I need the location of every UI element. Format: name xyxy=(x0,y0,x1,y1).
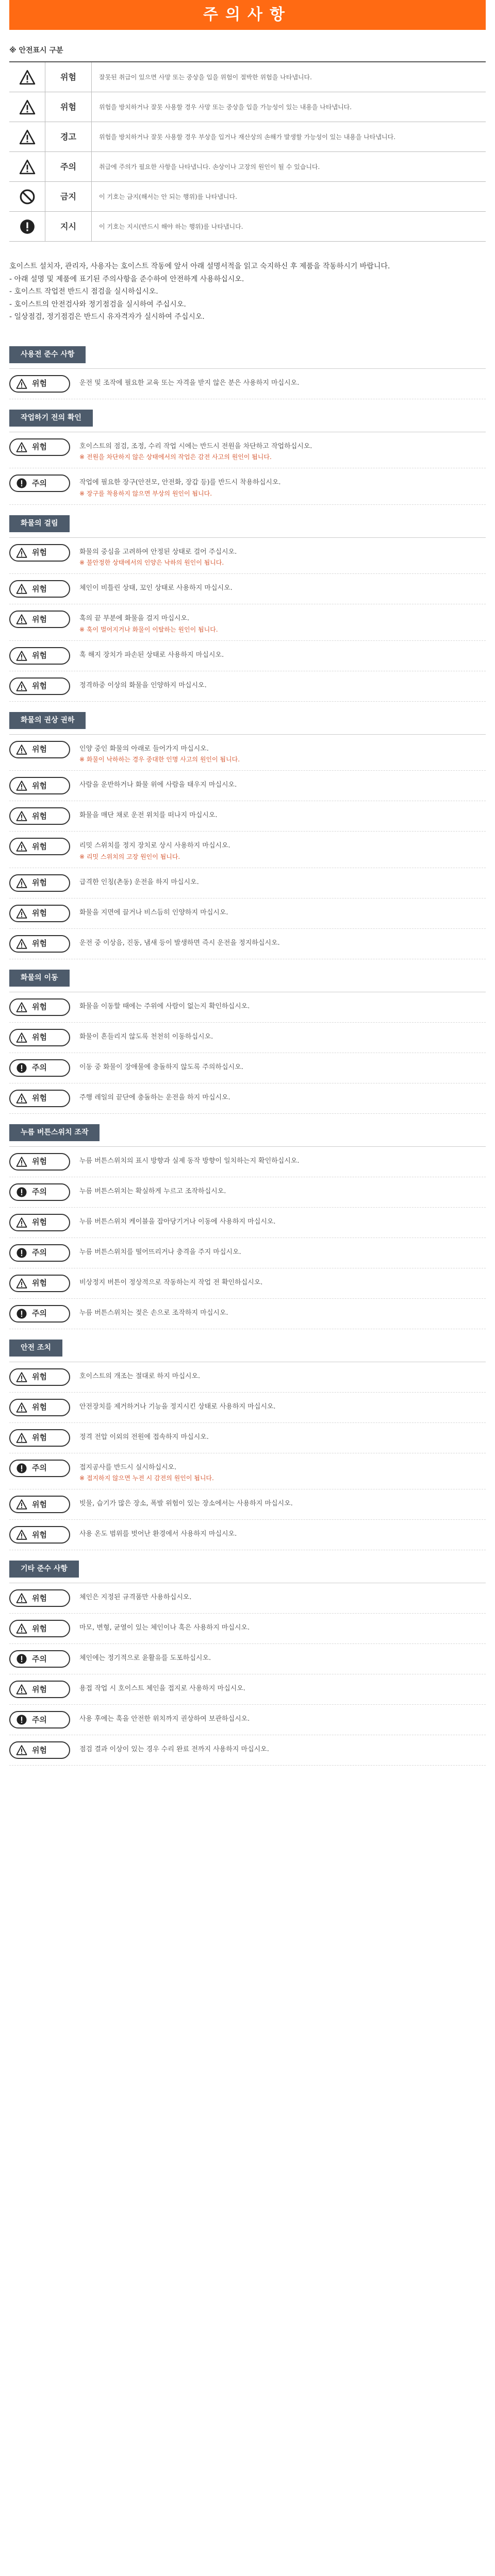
warning-triangle-icon xyxy=(15,1032,28,1043)
caution-sub: ※ 장구를 착용하지 않으면 부상의 원인이 됩니다. xyxy=(79,489,212,497)
caution-main: 안전장치를 제거하거나 기능을 정지시킨 상태로 사용하지 마십시오. xyxy=(79,1402,276,1411)
badge-label: 주의 xyxy=(32,1309,47,1318)
caution-text xyxy=(79,1399,486,1412)
caution-item xyxy=(9,735,486,771)
badge-label: 위험 xyxy=(32,1002,47,1012)
caution-text xyxy=(79,1526,486,1539)
caution-badge xyxy=(9,1620,70,1637)
warning-triangle-icon xyxy=(15,583,28,595)
caution-badge xyxy=(9,1399,70,1416)
caution-badge xyxy=(9,1496,70,1513)
caution-item xyxy=(9,801,486,832)
caution-badge xyxy=(9,438,70,456)
section-heading: 기타 준수 사항 xyxy=(9,1561,79,1578)
caution-text xyxy=(79,1214,486,1227)
caution-main: 작업에 필요한 장구(안전모, 안전화, 장갑 등)를 반드시 착용하십시오. xyxy=(79,479,281,486)
section-heading: 작업하기 전의 확인 xyxy=(9,410,93,427)
badge-label: 주의 xyxy=(32,1063,47,1073)
caution-item xyxy=(9,771,486,801)
caution-main: 이동 중 화물이 장애물에 충돌하지 않도록 주의하십시오. xyxy=(79,1063,243,1071)
caution-text xyxy=(79,777,486,790)
warning-triangle-icon xyxy=(15,650,28,662)
caution-sub: ※ 화물이 낙하하는 경우 중대한 인명 사고의 원인이 됩니다. xyxy=(79,756,240,763)
caution-main: 화물의 중심을 고려하여 안정된 상태로 걸어 주십시오. xyxy=(79,548,237,556)
caution-item xyxy=(9,574,486,604)
caution-badge xyxy=(9,1029,70,1046)
badge-label: 위험 xyxy=(32,1530,47,1539)
section-heading: 안전 조치 xyxy=(9,1340,62,1357)
caution-badge xyxy=(9,998,70,1016)
caution-text xyxy=(79,807,486,821)
badge-label: 위험 xyxy=(32,1593,47,1603)
warning-triangle-icon xyxy=(15,780,28,791)
caution-badge xyxy=(9,807,70,825)
badge-label: 위험 xyxy=(32,1157,47,1166)
caution-main: 운전 중 이상음, 진동, 냄새 등이 발생하면 즉시 운전을 정지하십시오. xyxy=(79,939,280,947)
badge-label: 주의 xyxy=(32,1248,47,1258)
section-items xyxy=(9,734,486,959)
legend-word: 경고 xyxy=(45,122,92,151)
caution-main: 인양 중인 화물의 아래로 들어가지 마십시오. xyxy=(79,744,209,753)
caution-text xyxy=(79,1305,486,1318)
section-items xyxy=(9,1362,486,1551)
exclaim-circle-icon xyxy=(15,478,28,489)
caution-item xyxy=(9,1644,486,1674)
exclaim-circle-icon xyxy=(15,1062,28,1074)
badge-label: 주의 xyxy=(32,1654,47,1664)
caution-main: 호이스트의 점검, 조정, 수리 작업 시에는 반드시 전원을 차단하고 작업하십시오. xyxy=(79,442,312,450)
intro-line: - 아래 설명 및 제품에 표기된 주의사항을 준수하여 안전하게 사용하십시오. xyxy=(9,275,244,283)
caution-item xyxy=(9,432,486,469)
caution-badge xyxy=(9,1214,70,1231)
caution-sub: ※ 훅이 벌어지거나 화물이 이탈하는 원인이 됩니다. xyxy=(79,625,218,633)
badge-label: 위험 xyxy=(32,442,47,452)
exclaim-circle-icon xyxy=(15,1714,28,1725)
warning-triangle-icon xyxy=(15,1529,28,1540)
caution-badge xyxy=(9,905,70,922)
caution-item xyxy=(9,1023,486,1053)
caution-badge xyxy=(9,611,70,628)
caution-main: 주행 레일의 끝단에 충돌하는 운전을 하지 마십시오. xyxy=(79,1093,230,1101)
caution-text xyxy=(79,375,486,388)
warning-triangle-icon xyxy=(15,1371,28,1383)
caution-text xyxy=(79,1368,486,1382)
warning-triangle-icon xyxy=(15,1093,28,1104)
section-items xyxy=(9,537,486,702)
badge-label: 위험 xyxy=(32,1032,47,1042)
caution-text xyxy=(79,647,486,660)
caution-text xyxy=(79,905,486,918)
caution-text xyxy=(79,998,486,1012)
caution-main: 점검 결과 이상이 있는 경우 수리 완료 전까지 사용하지 마십시오. xyxy=(79,1745,269,1753)
safety-legend-table xyxy=(9,61,486,242)
caution-main: 체인은 지정된 규격품만 사용하십시오. xyxy=(79,1594,192,1601)
caution-main: 체인이 비틀린 상태, 꼬인 상태로 사용하지 마십시오. xyxy=(79,584,233,592)
caution-badge xyxy=(9,1183,70,1201)
warning-triangle-icon xyxy=(15,1217,28,1228)
caution-text xyxy=(79,474,486,498)
caution-item xyxy=(9,899,486,929)
caution-badge xyxy=(9,580,70,598)
section-items xyxy=(9,1583,486,1766)
caution-main: 리밋 스위치를 정지 장치로 상시 사용하지 마십시오. xyxy=(79,842,230,850)
section-heading: 사용전 준수 사항 xyxy=(9,346,86,363)
badge-label: 위험 xyxy=(32,1684,47,1694)
legend-description: 위험을 방치하거나 잘못 사용할 경우 부상을 입거나 재산상의 손해가 발생할 가능성이 있는 내용을 나타냅니다. xyxy=(99,133,396,141)
legend-row xyxy=(9,122,486,152)
warning-triangle-icon xyxy=(15,1002,28,1013)
caution-item xyxy=(9,1083,486,1114)
caution-item xyxy=(9,1674,486,1705)
caution-text xyxy=(79,1059,486,1073)
caution-text xyxy=(79,1275,486,1288)
caution-main: 누름 버튼스위치는 젖은 손으로 조작하지 마십시오. xyxy=(79,1309,228,1317)
legend-row xyxy=(9,152,486,182)
caution-text xyxy=(79,1650,486,1664)
caution-sub: ※ 전원을 차단하지 않은 상태에서의 작업은 감전 사고의 원인이 됩니다. xyxy=(79,453,272,461)
badge-label: 위험 xyxy=(32,744,47,754)
caution-item xyxy=(9,538,486,574)
section-heading: 화물의 권상 권하 xyxy=(9,712,86,729)
caution-text xyxy=(79,1589,486,1603)
sections-container xyxy=(0,336,495,1766)
caution-text xyxy=(79,1429,486,1443)
caution-text xyxy=(79,1460,486,1483)
caution-item xyxy=(9,1362,486,1393)
caution-badge xyxy=(9,777,70,794)
caution-main: 접지공사를 반드시 실시하십시오. xyxy=(79,1463,177,1471)
section-items xyxy=(9,1146,486,1329)
intro-line: - 호이스트 작업전 반드시 점검을 실시하십시오. xyxy=(9,287,158,296)
caution-badge xyxy=(9,1589,70,1607)
caution-main: 누름 버튼스위치의 표시 방향과 실제 동작 방향이 일치하는지 확인하십시오. xyxy=(79,1157,300,1165)
badge-label: 위험 xyxy=(32,1217,47,1227)
caution-text xyxy=(79,1620,486,1633)
caution-item xyxy=(9,1489,486,1520)
caution-badge xyxy=(9,1305,70,1323)
warning-triangle-icon xyxy=(15,1684,28,1695)
legend-description: 취급에 주의가 필요한 사항을 나타냅니다. 손상이나 고장의 원인이 될 수 있습니다. xyxy=(99,163,320,171)
badge-label: 주의 xyxy=(32,1715,47,1724)
caution-badge xyxy=(9,1526,70,1544)
exclaim-circle-icon xyxy=(15,1463,28,1474)
caution-main: 호이스트의 개조는 절대로 하지 마십시오. xyxy=(79,1372,201,1380)
warning-triangle-icon xyxy=(15,841,28,852)
legend-word: 금지 xyxy=(45,182,92,211)
badge-label: 위험 xyxy=(32,1402,47,1412)
warning-triangle-icon xyxy=(15,1592,28,1604)
exclaim-circle-icon xyxy=(15,1653,28,1665)
caution-item xyxy=(9,929,486,959)
section-items xyxy=(9,368,486,399)
caution-badge xyxy=(9,474,70,492)
caution-badge xyxy=(9,1681,70,1698)
caution-main: 정격 전압 이외의 전원에 접속하지 마십시오. xyxy=(79,1433,209,1441)
caution-item xyxy=(9,468,486,505)
section-items xyxy=(9,432,486,505)
caution-text xyxy=(79,1496,486,1509)
legend-description: 이 기호는 지시(반드시 해야 하는 행위)를 나타냅니다. xyxy=(99,223,243,230)
caution-text xyxy=(79,1711,486,1724)
caution-badge xyxy=(9,1153,70,1171)
caution-main: 누름 버튼스위치는 확실하게 누르고 조작하십시오. xyxy=(79,1187,226,1195)
warning-triangle-icon xyxy=(9,152,45,181)
caution-item xyxy=(9,1583,486,1614)
warning-triangle-icon xyxy=(15,547,28,558)
section xyxy=(9,702,486,959)
caution-badge xyxy=(9,838,70,855)
badge-label: 위험 xyxy=(32,1093,47,1103)
legend-row xyxy=(9,62,486,92)
section-heading: 화물의 걸림 xyxy=(9,515,70,532)
caution-item xyxy=(9,1208,486,1238)
warning-triangle-icon xyxy=(9,92,45,122)
caution-item xyxy=(9,1177,486,1208)
section xyxy=(9,505,486,702)
caution-badge xyxy=(9,1090,70,1107)
caution-text xyxy=(79,1153,486,1166)
warning-triangle-icon xyxy=(9,62,45,92)
caution-item xyxy=(9,604,486,641)
warning-triangle-icon xyxy=(15,744,28,755)
caution-item xyxy=(9,369,486,399)
caution-main: 훅 해지 장치가 파손된 상태로 사용하지 마십시오. xyxy=(79,651,224,659)
badge-label: 위험 xyxy=(32,1745,47,1755)
caution-text xyxy=(79,838,486,861)
warning-triangle-icon xyxy=(15,681,28,692)
caution-item xyxy=(9,1614,486,1644)
caution-main: 화물을 매단 채로 운전 위치를 떠나지 마십시오. xyxy=(79,811,218,819)
exclaim-circle-icon xyxy=(15,1247,28,1259)
caution-sub: ※ 접지하지 않으면 누전 시 감전의 원인이 됩니다. xyxy=(79,1475,214,1482)
legend-word: 지시 xyxy=(45,212,92,241)
badge-label: 위험 xyxy=(32,1433,47,1443)
legend-row xyxy=(9,182,486,212)
caution-badge xyxy=(9,677,70,695)
exclaim-circle-icon xyxy=(15,1187,28,1198)
badge-label: 주의 xyxy=(32,1463,47,1473)
caution-item xyxy=(9,1393,486,1423)
caution-badge xyxy=(9,935,70,953)
caution-main: 사용 온도 범위를 벗어난 환경에서 사용하지 마십시오. xyxy=(79,1530,237,1538)
caution-item xyxy=(9,868,486,899)
badge-label: 위험 xyxy=(32,651,47,660)
caution-sub: ※ 리밋 스위치의 고장 원인이 됩니다. xyxy=(79,853,180,860)
warning-triangle-icon xyxy=(15,442,28,453)
badge-label: 위험 xyxy=(32,1278,47,1288)
caution-item xyxy=(9,1299,486,1329)
warning-triangle-icon xyxy=(15,908,28,919)
intro-line: - 일상점검, 정기점검은 반드시 유자격자가 실시하여 주십시오. xyxy=(9,313,205,321)
warning-triangle-icon xyxy=(15,938,28,950)
intro-text xyxy=(9,260,486,324)
section-heading: 화물의 이동 xyxy=(9,970,70,987)
badge-label: 위험 xyxy=(32,1372,47,1382)
section xyxy=(9,1550,486,1766)
warning-triangle-icon xyxy=(9,122,45,151)
legend-description: 이 기호는 금지(해서는 안 되는 행위)를 나타냅니다. xyxy=(99,193,237,200)
caution-main: 화물을 이동할 때에는 주위에 사람이 없는지 확인하십시오. xyxy=(79,1002,250,1010)
caution-item xyxy=(9,1147,486,1177)
legend-description: 잘못된 취급이 있으면 사망 또는 중상을 입을 위험이 절박한 위험을 나타냅니다. xyxy=(99,73,312,81)
section xyxy=(9,959,486,1114)
caution-badge xyxy=(9,1460,70,1477)
caution-text xyxy=(79,1183,486,1197)
caution-main: 누름 버튼스위치를 떨어뜨리거나 충격을 주지 마십시오. xyxy=(79,1248,241,1256)
section xyxy=(9,399,486,505)
intro-line: 호이스트 설치자, 관리자, 사용자는 호이스트 작동에 앞서 아래 설명서적을 읽고 숙지하신 후 제품을 작동하시기 바랍니다. xyxy=(9,262,390,270)
warning-triangle-icon xyxy=(15,1623,28,1634)
caution-text xyxy=(79,1681,486,1694)
caution-text xyxy=(79,1029,486,1042)
section-heading: 누름 버튼스위치 조작 xyxy=(9,1124,100,1141)
caution-main: 정격하중 이상의 화물을 인양하지 마십시오. xyxy=(79,681,207,689)
caution-item xyxy=(9,832,486,868)
caution-text xyxy=(79,935,486,948)
caution-main: 화물을 지면에 끌거나 비스듬히 인양하지 마십시오. xyxy=(79,908,228,917)
caution-main: 화물이 흔들리지 않도록 천천히 이동하십시오. xyxy=(79,1032,213,1041)
badge-label: 위험 xyxy=(32,811,47,821)
caution-main: 사람을 운반하거나 화물 위에 사람을 태우지 마십시오. xyxy=(79,781,237,789)
badge-label: 위험 xyxy=(32,681,47,691)
badge-label: 위험 xyxy=(32,1623,47,1633)
legend-row xyxy=(9,92,486,122)
caution-text xyxy=(79,580,486,594)
badge-label: 위험 xyxy=(32,584,47,594)
badge-label: 위험 xyxy=(32,548,47,557)
badge-label: 위험 xyxy=(32,939,47,948)
caution-main: 훅의 끝 부분에 화물을 걸지 마십시오. xyxy=(79,615,190,622)
caution-item xyxy=(9,1453,486,1490)
caution-badge xyxy=(9,1741,70,1759)
legend-word: 주의 xyxy=(45,152,92,181)
section xyxy=(9,336,486,399)
warning-triangle-icon xyxy=(15,1499,28,1510)
exclaim-circle-icon xyxy=(9,212,45,241)
legend-row xyxy=(9,212,486,242)
caution-main: 마모, 변형, 균열이 있는 체인이나 훅은 사용하지 마십시오. xyxy=(79,1624,250,1632)
exclaim-circle-icon xyxy=(15,1308,28,1319)
caution-badge xyxy=(9,1711,70,1728)
caution-text xyxy=(79,741,486,765)
caution-text xyxy=(79,874,486,888)
caution-badge xyxy=(9,874,70,892)
legend-description: 위험을 방치하거나 잘못 사용할 경우 사망 또는 중상을 입을 가능성이 있는 내용을 나타냅니다. xyxy=(99,103,352,111)
caution-item xyxy=(9,992,486,1023)
badge-label: 위험 xyxy=(32,908,47,918)
caution-text xyxy=(79,544,486,568)
caution-main: 사용 후에는 훅을 안전한 위치까지 권상하여 보관하십시오. xyxy=(79,1715,250,1723)
caution-item xyxy=(9,1268,486,1299)
section xyxy=(9,1114,486,1329)
warning-triangle-icon xyxy=(15,1156,28,1167)
caution-badge xyxy=(9,741,70,758)
caution-badge xyxy=(9,1059,70,1077)
legend-word: 위험 xyxy=(45,62,92,92)
caution-main: 누름 버튼스위치 케이블을 잡아당기거나 이동에 사용하지 마십시오. xyxy=(79,1217,276,1226)
caution-badge xyxy=(9,544,70,562)
badge-label: 주의 xyxy=(32,478,47,488)
caution-badge xyxy=(9,1429,70,1447)
caution-main: 급격한 인칭(촌동) 운전을 하지 마십시오. xyxy=(79,878,199,886)
legend-heading: ※ 안전표시 구분 xyxy=(9,46,63,55)
caution-main: 운전 및 조작에 필요한 교육 또는 자격을 받지 않은 분은 사용하지 마십시오. xyxy=(79,379,300,387)
section xyxy=(9,1329,486,1551)
caution-text xyxy=(79,1244,486,1258)
caution-item xyxy=(9,1053,486,1083)
caution-item xyxy=(9,1423,486,1453)
intro-line: - 호이스트의 안전검사와 정기점검을 실시하여 주십시오. xyxy=(9,300,186,309)
warning-triangle-icon xyxy=(15,1432,28,1444)
caution-sub: ※ 불안정한 상태에서의 인양은 낙하의 원인이 됩니다. xyxy=(79,559,224,566)
warning-triangle-icon xyxy=(15,378,28,389)
caution-badge xyxy=(9,1244,70,1262)
badge-label: 위험 xyxy=(32,878,47,888)
caution-badge xyxy=(9,1368,70,1386)
caution-item xyxy=(9,1735,486,1766)
caution-badge xyxy=(9,375,70,393)
section-items xyxy=(9,992,486,1114)
caution-text xyxy=(79,1090,486,1103)
caution-text xyxy=(79,1741,486,1755)
caution-item xyxy=(9,1238,486,1268)
badge-label: 위험 xyxy=(32,379,47,388)
caution-badge xyxy=(9,1275,70,1292)
warning-triangle-icon xyxy=(15,1402,28,1413)
legend-word: 위험 xyxy=(45,92,92,122)
badge-label: 위험 xyxy=(32,841,47,851)
caution-item xyxy=(9,1705,486,1735)
caution-item xyxy=(9,671,486,702)
caution-main: 용접 작업 시 호이스트 체인을 접지로 사용하지 마십시오. xyxy=(79,1685,245,1692)
prohibit-circle-icon xyxy=(9,182,45,211)
caution-text xyxy=(79,438,486,462)
page-title: 주의사항 xyxy=(9,0,486,30)
warning-triangle-icon xyxy=(15,614,28,625)
caution-text xyxy=(79,677,486,691)
caution-main: 비상정지 버튼이 정상적으로 작동하는지 작업 전 확인하십시오. xyxy=(79,1278,263,1286)
caution-badge xyxy=(9,1650,70,1668)
caution-item xyxy=(9,1520,486,1550)
warning-triangle-icon xyxy=(15,810,28,822)
warning-triangle-icon xyxy=(15,1278,28,1289)
caution-main: 체인에는 정기적으로 윤활유를 도포하십시오. xyxy=(79,1654,211,1662)
caution-main: 빗물, 습기가 많은 장소, 폭발 위험이 있는 장소에서는 사용하지 마십시오. xyxy=(79,1500,293,1507)
warning-triangle-icon xyxy=(15,877,28,889)
badge-label: 위험 xyxy=(32,1499,47,1509)
badge-label: 주의 xyxy=(32,1187,47,1197)
caution-item xyxy=(9,641,486,671)
warning-triangle-icon xyxy=(15,1744,28,1756)
caution-badge xyxy=(9,647,70,665)
badge-label: 위험 xyxy=(32,614,47,624)
badge-label: 위험 xyxy=(32,781,47,790)
caution-text xyxy=(79,611,486,634)
